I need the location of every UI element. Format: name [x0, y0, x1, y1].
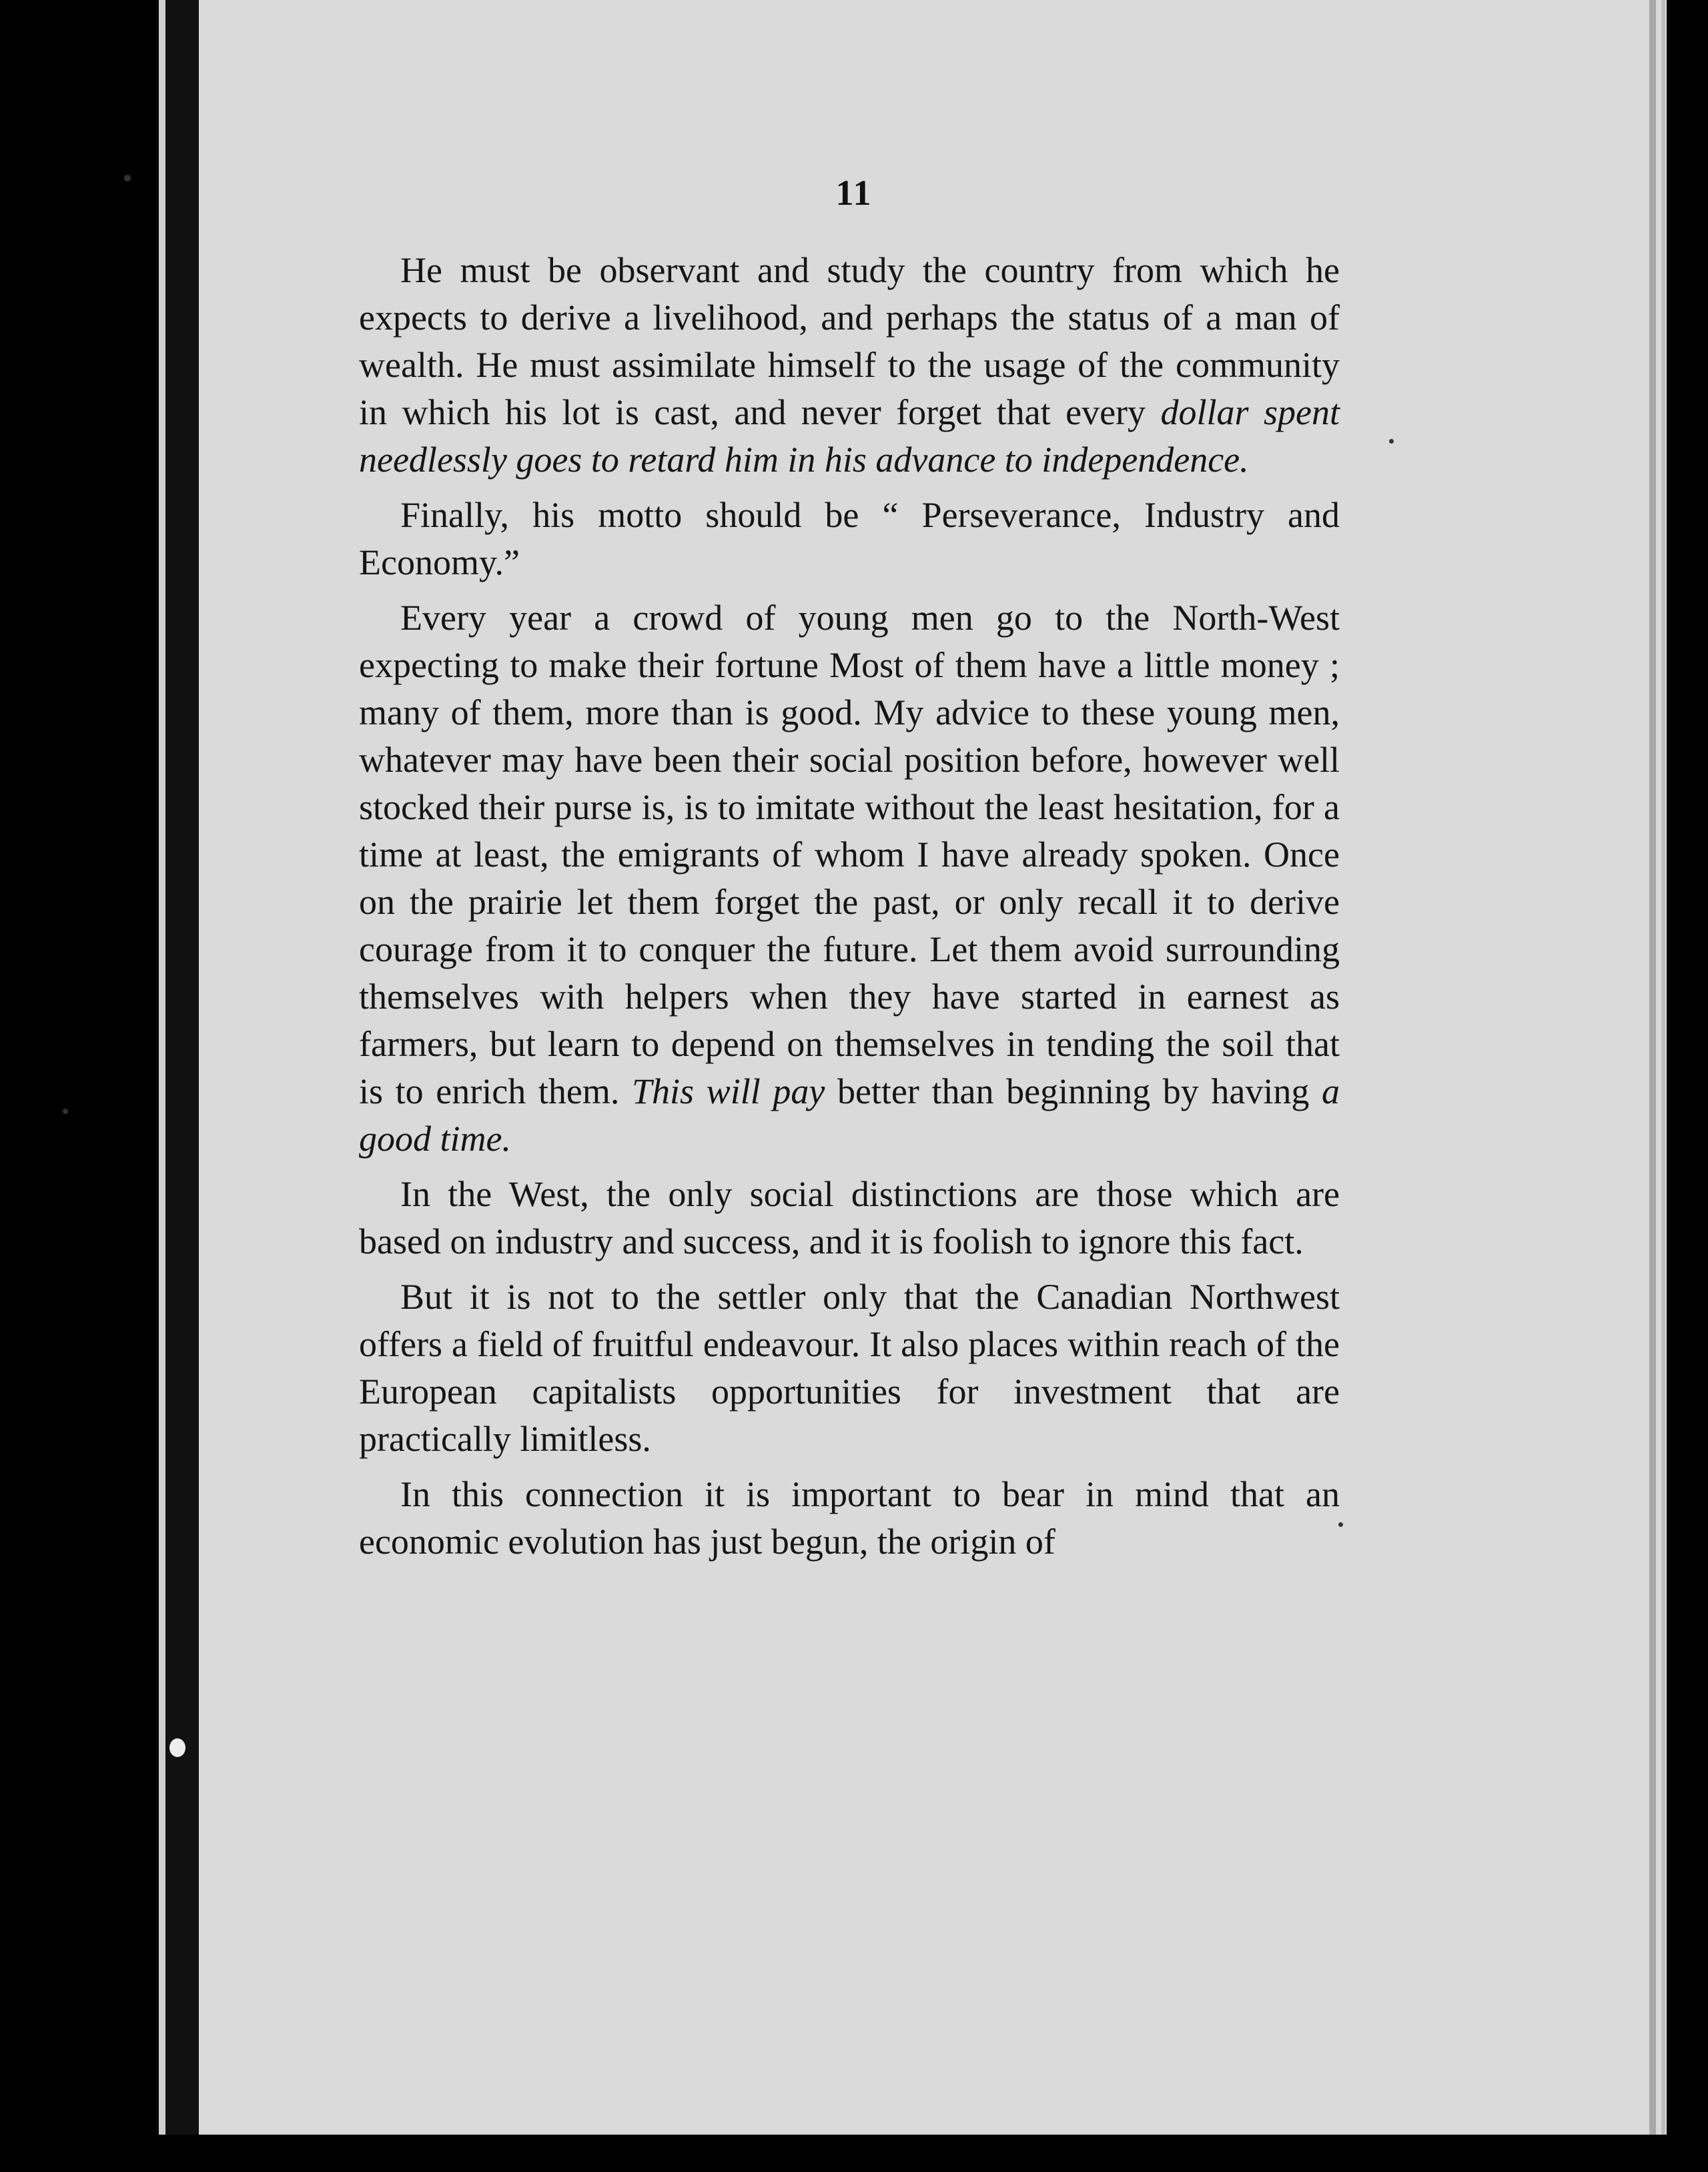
paragraph [359, 1171, 1340, 1265]
scan-speck [169, 1738, 185, 1757]
binding-edge [165, 0, 199, 2135]
scan-speck [1389, 439, 1394, 444]
page-right-edge [1649, 0, 1656, 2135]
text-segment: better than beginning by having [825, 1071, 1322, 1111]
page-right-edge-secondary [1661, 0, 1665, 2135]
text-segment: But it is not to the settler only that the Canadian Northwest offers a field of fruitful endeavour. It also places within reach of the European capitalists opportunities for investment that are practically limitless. [359, 1277, 1340, 1459]
italic-text-segment: This will pay [631, 1071, 825, 1111]
paragraph [359, 594, 1340, 1163]
italic-text-segment: dollar spent needlessly goes to retard him in his advance to independence. [359, 392, 1340, 480]
text-segment: Every year a crowd of young men go to the North-West expecting to make their fortune Most of them have a little money ; many of them, more than is good. My advice to these young men, whatever may have been their social position before, however well stocked their purse is, is to imitate without the least hesitation, for a time at least, the emigrants of whom I have already spoken. Once on the prairie let them forget the past, or only recall it to derive courage from it to conquer the future. Let them avoid surrounding themselves with helpers when they have started in earnest as farmers, but learn to depend on themselves in tending the soil that is to enrich them. [359, 598, 1340, 1111]
paragraph [359, 492, 1340, 586]
text-segment: He must be observant and study the country from which he expects to derive a livelihood, and perhaps the status of a man of wealth. He must assimilate himself to the usage of the community in which his lot is cast, and never forget that every [359, 250, 1340, 432]
paragraph [359, 247, 1340, 484]
italic-text-segment: a good time. [359, 1071, 1340, 1159]
text-segment: In the West, the only social distinctions are those which are based on industry and success, and it is foolish to ignore this fact. [359, 1174, 1340, 1261]
scan-speck [63, 1109, 68, 1114]
paragraph [359, 1273, 1340, 1463]
page-number: 11 [835, 173, 873, 213]
scan-bottom-strip [0, 2135, 1708, 2172]
text-segment: Finally, his motto should be “ Perseverance, Industry and Economy.” [359, 495, 1340, 582]
paragraph [359, 1471, 1340, 1566]
text-segment: In this connection it is important to bear in mind that an economic evolution has just begun, the origin of [359, 1474, 1340, 1562]
body-text [359, 247, 1340, 1574]
